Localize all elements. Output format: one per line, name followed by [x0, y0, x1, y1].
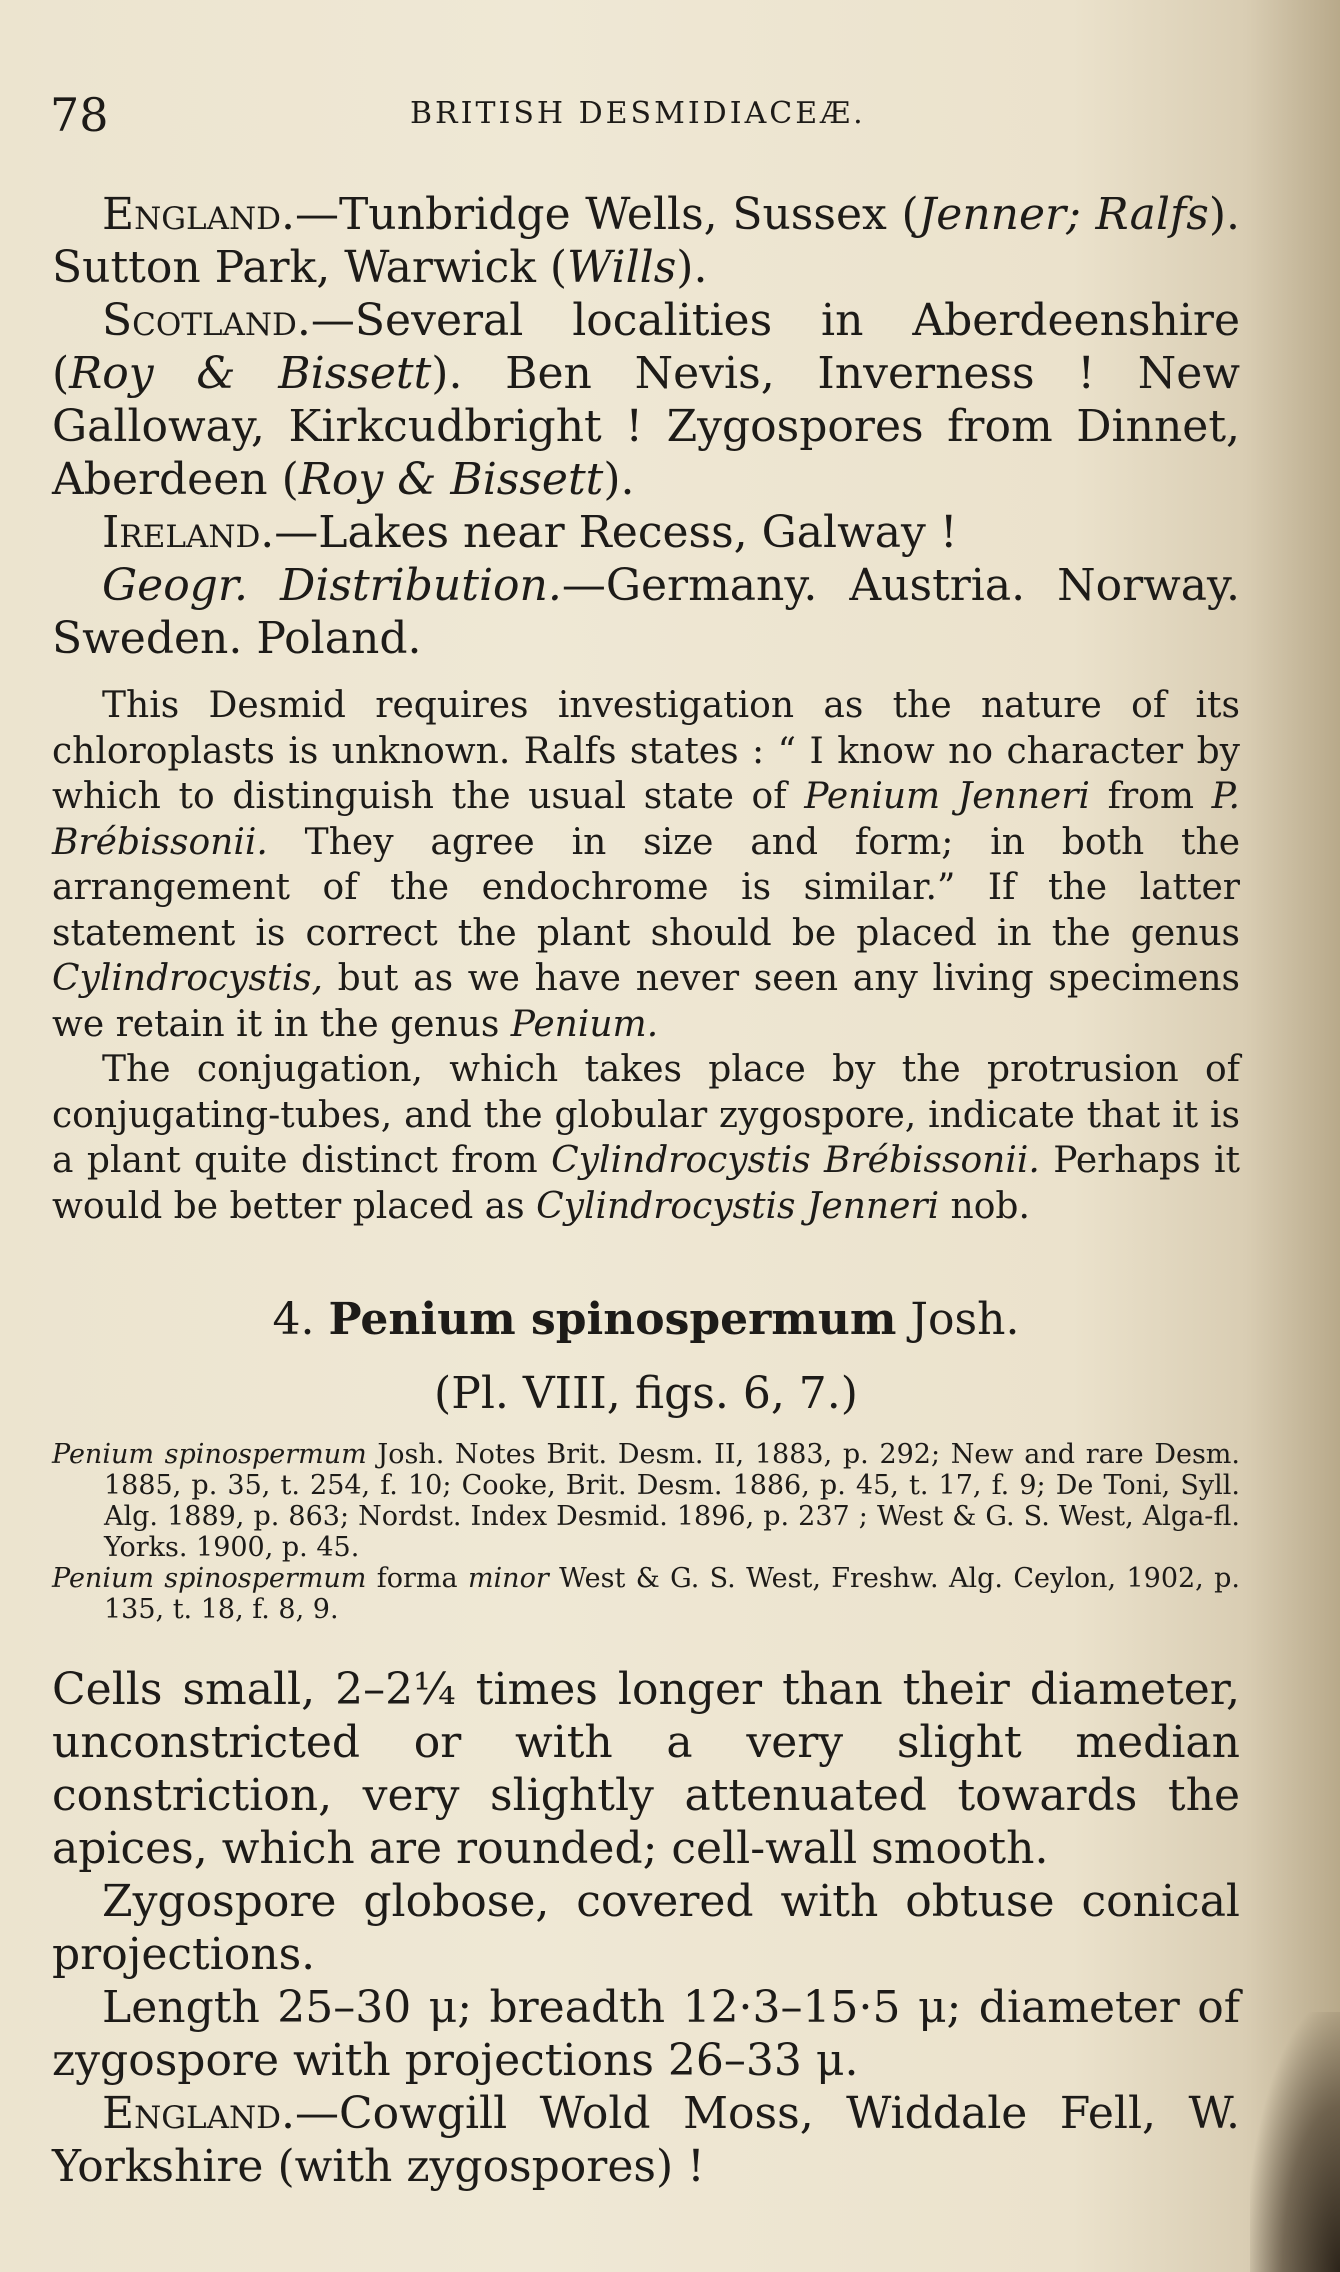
running-head: BRITISH DESMIDIACEÆ. [410, 96, 866, 131]
distribution-england [52, 188, 1240, 294]
distribution-england-2 [52, 2087, 1240, 2193]
citation-text: West & G. S. West, Freshw. Alg. Ceylon, 1902, p. 135, t. 18, f. 8, 9. [104, 1563, 1240, 1625]
locality-text: —Several localities in Aberdeenshire ( [52, 295, 1240, 399]
synonymy-reference-1 [52, 1439, 1240, 1563]
geogr-label: Geogr. Distribution. [102, 560, 562, 611]
collector-name: Roy & Bissett [298, 454, 604, 505]
note-text: nob. [939, 1185, 1030, 1227]
citation-text: Josh. Notes Brit. Desm. II, 1883, p. 292; New and rare Desm. 1885, p. 35, t. 254, f. 10; Cooke, Brit. Desm. 1886, p. 45, t. 17, f. 9; De Toni, Syll. Alg. 1889, p. 863; Nordst. Index Desmid. 1896, p. 237 ; West & G. S. West, Alga-fl. Yorks. 1900, p. 45. [104, 1439, 1240, 1563]
region-label: England. [102, 189, 295, 240]
locality-text: ). Ben Nevis, Inverness ! New Galloway, Kirkcudbright ! Zygospores from Dinnet, Aberdeen ( [52, 348, 1240, 505]
forma-name: minor [467, 1563, 549, 1594]
distribution-scotland [52, 294, 1240, 506]
taxon-name: Penium Jenneri [804, 776, 1090, 817]
note-text: This Desmid requires investigation as the nature of its chloroplasts is unknown. Ralfs states : “ I know no character by which to distinguish the usual state of [52, 685, 1240, 817]
note-text: Perhaps it would be better placed as [52, 1140, 1241, 1227]
note-paragraph-2 [52, 1047, 1240, 1229]
collector-name: Roy & Bissett [69, 348, 432, 399]
plate-reference: (Pl. VIII, figs. 6, 7.) [434, 1368, 858, 1419]
taxon-name: Penium spinospermum [52, 1563, 367, 1594]
note-text: but as we have never seen any living specimens we retain it in the genus [52, 958, 1240, 1045]
taxon-name: Cylindrocystis Jenneri [536, 1185, 940, 1227]
note-text: The conjugation, which takes place by the protrusion of conjugating-tubes, and the globular zygospore, indicate that it is a plant quite distinct from [52, 1049, 1240, 1181]
page-body [52, 188, 1240, 2193]
taxon-name: Penium spinospermum [52, 1439, 367, 1470]
locality-text: ). Sutton Park, Warwick ( [52, 189, 1241, 293]
description-dimensions: Length 25–30 μ; breadth 12·3–15·5 μ; diameter of zygospore with projections 26–33 μ. [52, 1982, 1240, 2086]
note-text: from [1089, 776, 1212, 817]
description-zygospore: Zygospore globose, covered with obtuse conical projections. [52, 1876, 1240, 1980]
punctuation: ). [676, 242, 708, 293]
collector-name: Wills [567, 242, 677, 293]
countries-text: —Germany. Austria. Norway. Sweden. Poland. [52, 560, 1240, 664]
region-label: Ireland. [102, 507, 275, 558]
synonymy-reference-2 [52, 1563, 1240, 1625]
page-header [50, 88, 1240, 148]
page-number: 78 [50, 88, 109, 142]
region-label: England. [102, 2088, 295, 2139]
punctuation: ). [603, 454, 635, 505]
distribution-ireland [52, 506, 1240, 559]
taxon-name: P. Brébissonii. [52, 776, 1240, 863]
locality-text: —Lakes near Recess, Galway ! [274, 507, 958, 558]
page-edge-shadow [1250, 2012, 1340, 2272]
species-name: Penium spinospermum [328, 1294, 897, 1345]
taxon-name: Cylindrocystis, [52, 958, 323, 999]
note-text: They agree in size and form; in both the arrangement of the endochrome is similar.” If the latter statement is correct the plant should be placed in the genus [52, 821, 1240, 954]
locality-text: —Cowgill Wold Moss, Widdale Fell, W. Yorkshire (with zygospores) ! [52, 2088, 1240, 2192]
note-paragraph-1 [52, 683, 1240, 1047]
species-heading [52, 1293, 1240, 1347]
collector-name: Jenner; Ralfs [918, 189, 1209, 240]
geographic-distribution [52, 559, 1240, 665]
taxon-name: Cylindrocystis Brébissonii. [551, 1140, 1040, 1181]
citation-text: forma [366, 1563, 468, 1594]
species-authority: Josh. [910, 1294, 1020, 1345]
description-cells: Cells small, 2–2¼ times longer than their diameter, unconstricted or with a very slight median constriction, very slightly attenuated towards the apices, which are rounded; cell-wall smooth. [52, 1664, 1240, 1874]
taxon-name: Penium. [510, 1003, 659, 1045]
region-label: Scotland. [102, 295, 311, 346]
species-number: 4. [272, 1294, 315, 1345]
locality-text: —Tunbridge Wells, Sussex ( [294, 189, 919, 240]
